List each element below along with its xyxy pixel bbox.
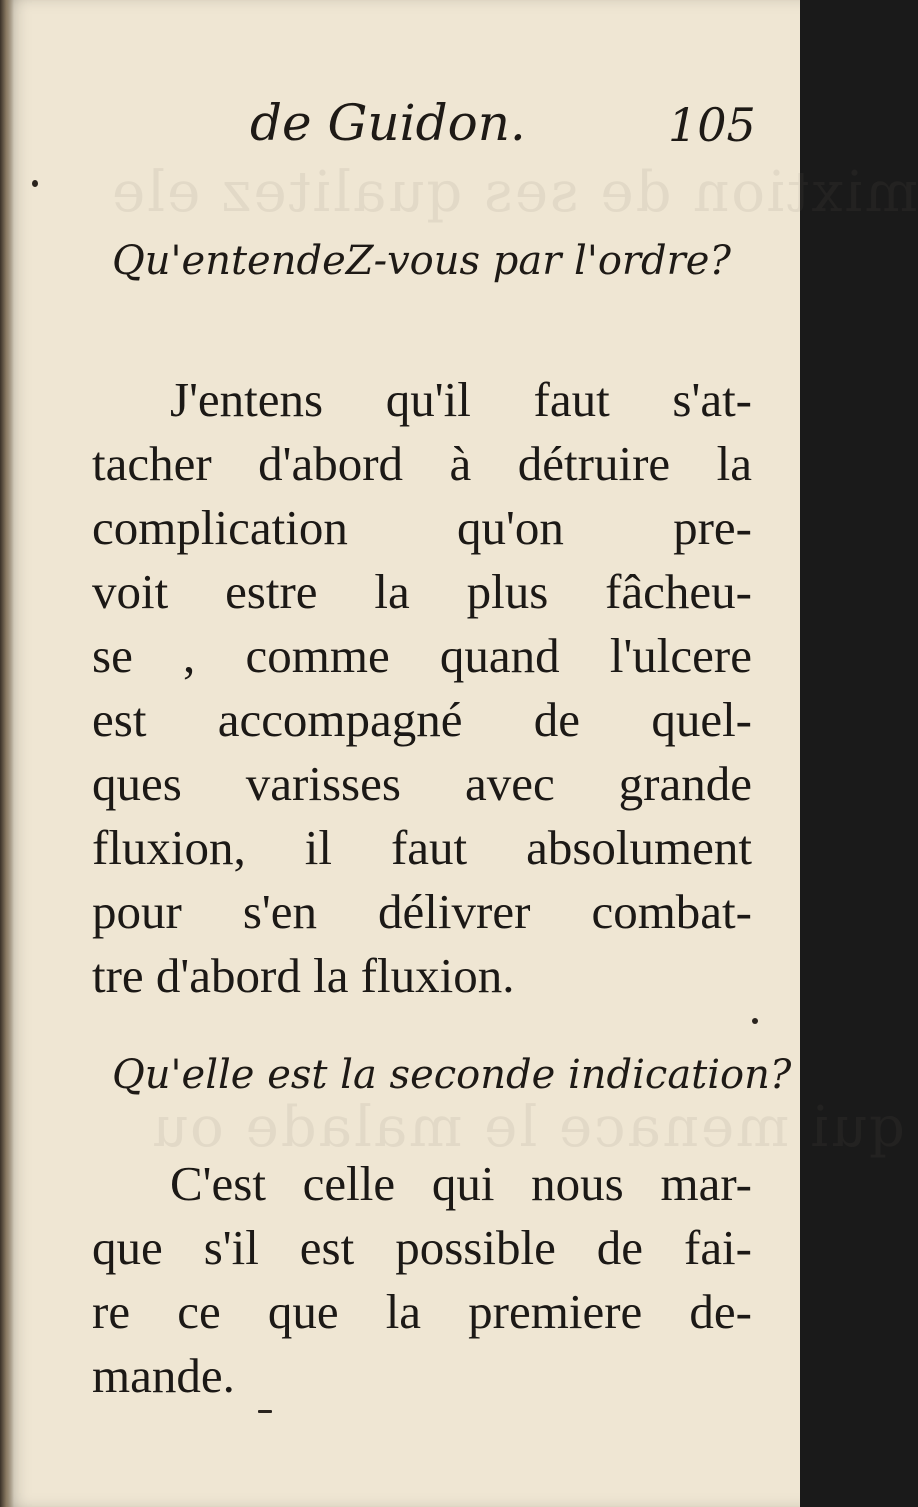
question-heading-2: Qu'elle est la seconde indication? [112,1052,792,1098]
text-line: que s'il est possible de fai- [92,1220,752,1275]
text-line: est accompagné de quel- [92,692,752,747]
ink-speck [32,180,38,187]
answer-paragraph-1 [92,368,752,1008]
text-line: tacher d'abord à détruire la [92,436,752,491]
text-line: se , comme quand l'ulcere [92,628,752,683]
running-title: de Guidon. [250,94,526,152]
text-line: re ce que la premiere de- [92,1284,752,1339]
text-line: J'entens qu'il faut s'at- [170,372,752,427]
text-line: mande. [92,1348,235,1403]
text-line: complication qu'on pre- [92,500,752,555]
text-line: fluxion, il faut absolument [92,820,752,875]
text-line: voit estre la plus fâcheu- [92,564,752,619]
text-line: C'est celle qui nous mar- [170,1156,752,1211]
answer-paragraph-2 [92,1152,752,1408]
running-head [0,82,800,162]
text-line: pour s'en délivrer combat- [92,884,752,939]
show-through-texture: qui menace le malade ou [150,1095,905,1160]
text-line: ques varisses avec grande [92,756,752,811]
text-line: tre d'abord la fluxion. [92,948,515,1003]
ink-speck [752,1018,758,1024]
question-heading-1: Qu'entendeZ-vous par l'ordre? [112,238,731,284]
ink-speck [258,1410,272,1413]
page-number: 105 [668,98,756,152]
show-through-texture: mixtion de ses qualitez ele [110,160,918,225]
